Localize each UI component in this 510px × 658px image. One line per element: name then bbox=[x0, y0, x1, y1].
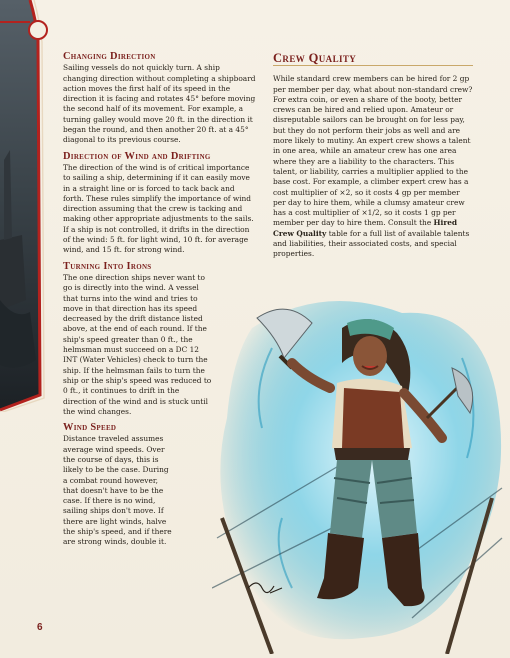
pirate-illustration bbox=[212, 288, 508, 654]
section-heading: Direction of Wind and Drifting bbox=[63, 150, 211, 162]
ship-scene-illustration bbox=[0, 0, 48, 412]
section-body: The direction of the wind is of critical importance to sailing a ship, determining if it can easily move in a straight line or is forced to tack back and forth. These rules simplify the importance of wind direction assuming that the crew is tacking and making other appropriate adjustments to the sails. If a ship is not controlled, it drifts in the direction of the wind: 5 ft. for light wind, 10 ft. for average wind, and 15 ft. for strong wind. bbox=[63, 162, 254, 255]
section-heading: Changing Direction bbox=[63, 51, 156, 62]
body-text: table for a full list of available talents and liabilities, their associated costs, and special properties. bbox=[273, 228, 470, 259]
section-body: Distance traveled assumes average wind speeds. Over the course of days, this is likely to be the case. During a combat round however, that doesn't have to be the case. If there is no wind, sailing ships don't move. If there are light winds, halve the ship's speed, and if there are strong winds, double it. bbox=[63, 434, 172, 547]
section-heading: Wind Speed bbox=[63, 422, 117, 434]
crew-quality-body bbox=[273, 74, 473, 259]
section-wind-direction bbox=[63, 152, 256, 256]
page-number: 6 bbox=[37, 622, 43, 633]
crew-quality-heading: Crew Quality bbox=[273, 53, 473, 66]
right-column bbox=[273, 53, 473, 264]
table-reference: Hired Crew Quality bbox=[273, 218, 458, 238]
section-body: Sailing vessels do not quickly turn. A ship changing direction without completing a shipboard action moves the first half of its speed in the direction it is facing and rotates 45° before moving the second half of its movement. For example, a turning galley would move 20 ft. in the direction it began the round, and then another 20 ft. at a 45° diagonal to its previous course. bbox=[63, 63, 256, 145]
section-changing-direction bbox=[63, 52, 256, 146]
body-text: While standard crew members can be hired for 2 gp per member per day, what about non-standard crew? For extra coin, or even a share of the booty, better crews can be hired and relied upon. Amateur or disreputable sailors can be brought on for less pay, but they do not perform their jobs as well and are more likely to mutiny. An expert crew shows a talent in one area, while an amateur crew has one area where they are a liability to the characters. This talent, or liability, carries a multiplier applied to the base cost. For example, a climber expert crew has a cost multiplier of ×2, so it costs 4 gp per member per day to hire them, while a clumsy amateur crew has a cost multiplier of ×1/2, so it costs 1 gp per member per day to hire them. Consult the bbox=[273, 74, 473, 228]
section-body: The one direction ships never want to go is directly into the wind. A vessel that turns into the wind and tries to move in that direction has its speed decreased by the drift distance listed above, at the end of each round. If the ship's speed greater than 0 ft., the helmsman must succeed on a DC 12 INT (Water Vehicles) check to turn the ship. If the helmsman fails to turn the ship or the ship's speed was reduced to 0 ft., it continues to drift in the direction of the wind and is stuck until the wind changes. bbox=[63, 272, 212, 416]
section-heading: Turning Into Irons bbox=[63, 260, 152, 272]
